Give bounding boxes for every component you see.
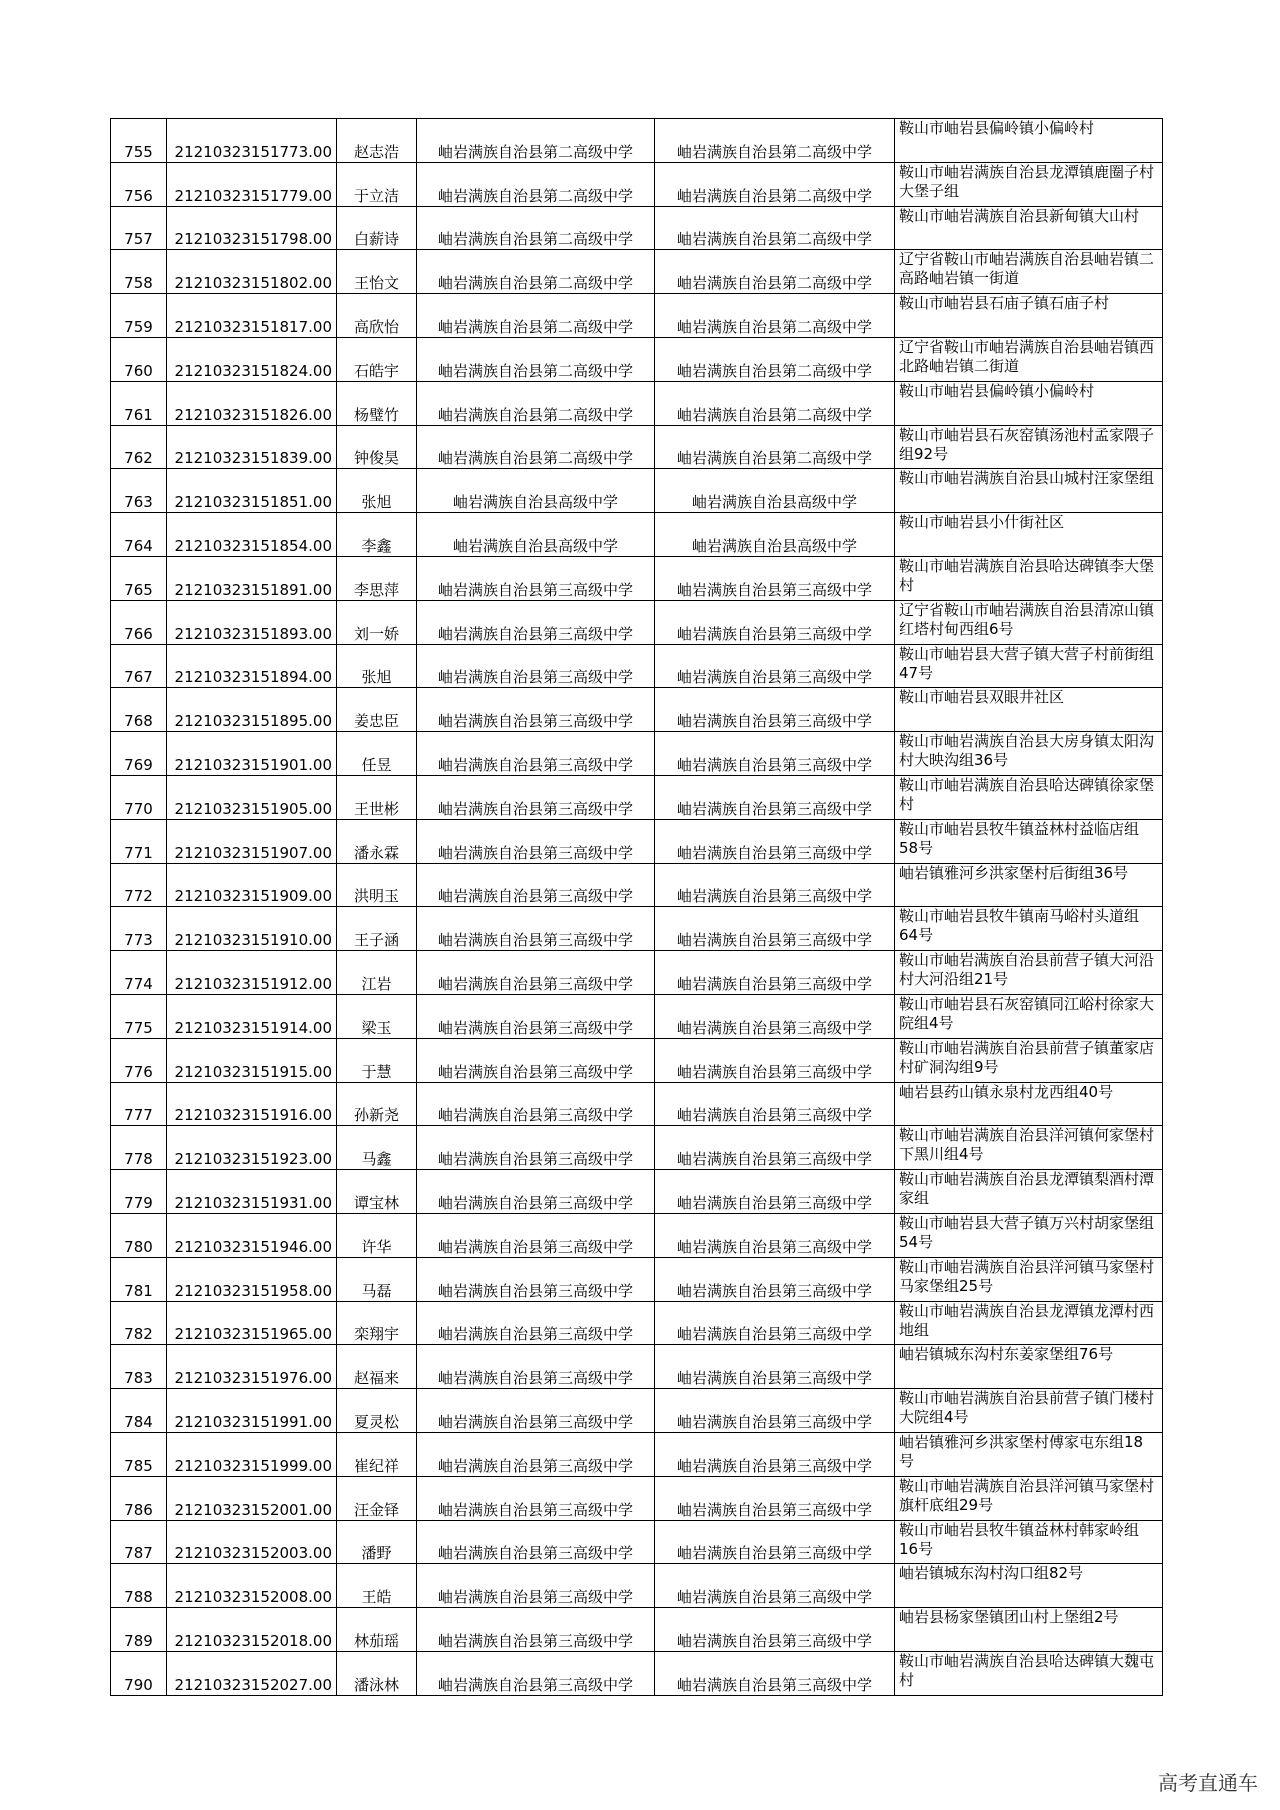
name-cell: 崔纪祥	[337, 1432, 417, 1476]
candidate-id-cell: 21210323151826.00	[167, 381, 337, 425]
school-cell: 岫岩满族自治县高级中学	[417, 513, 655, 557]
table-row	[111, 1432, 1163, 1476]
row-number-cell: 762	[111, 425, 167, 469]
school-cell: 岫岩满族自治县第三高级中学	[417, 1038, 655, 1082]
table-row	[111, 775, 1163, 819]
table-row	[111, 250, 1163, 294]
address-cell: 鞍山市岫岩县偏岭镇小偏岭村	[895, 119, 1163, 163]
address-cell: 辽宁省鞍山市岫岩满族自治县岫岩镇西北路岫岩镇二街道	[895, 337, 1163, 381]
address-cell: 鞍山市岫岩县大营子镇万兴村胡家堡组54号	[895, 1213, 1163, 1257]
address-cell: 鞍山市岫岩满族自治县洋河镇何家堡村下黑川组4号	[895, 1126, 1163, 1170]
admitting-school-cell: 岫岩满族自治县第三高级中学	[655, 1520, 895, 1564]
admitting-school-cell: 岫岩满族自治县第三高级中学	[655, 600, 895, 644]
row-number-cell: 769	[111, 732, 167, 776]
name-cell: 王世彬	[337, 775, 417, 819]
name-cell: 潘永霖	[337, 819, 417, 863]
school-cell: 岫岩满族自治县第三高级中学	[417, 732, 655, 776]
candidate-id-cell: 21210323151910.00	[167, 907, 337, 951]
table-row	[111, 381, 1163, 425]
candidate-id-cell: 21210323151851.00	[167, 469, 337, 513]
address-cell: 岫岩镇城东沟村沟口组82号	[895, 1564, 1163, 1608]
school-cell: 岫岩满族自治县第二高级中学	[417, 381, 655, 425]
candidate-id-cell: 21210323151891.00	[167, 556, 337, 600]
address-cell: 鞍山市岫岩满族自治县山城村汪家堡组	[895, 469, 1163, 513]
address-cell: 辽宁省鞍山市岫岩满族自治县岫岩镇二高路岫岩镇一街道	[895, 250, 1163, 294]
school-cell: 岫岩满族自治县第二高级中学	[417, 250, 655, 294]
school-cell: 岫岩满族自治县第三高级中学	[417, 1257, 655, 1301]
school-cell: 岫岩满族自治县第三高级中学	[417, 1389, 655, 1433]
address-cell: 鞍山市岫岩满族自治县龙潭镇梨酒村潭家组	[895, 1170, 1163, 1214]
admitting-school-cell: 岫岩满族自治县第三高级中学	[655, 1432, 895, 1476]
row-number-cell: 772	[111, 863, 167, 907]
name-cell: 李鑫	[337, 513, 417, 557]
table-row	[111, 1301, 1163, 1345]
candidate-id-cell: 21210323151839.00	[167, 425, 337, 469]
table-row	[111, 162, 1163, 206]
admitting-school-cell: 岫岩满族自治县第三高级中学	[655, 1213, 895, 1257]
table-row	[111, 863, 1163, 907]
address-cell: 辽宁省鞍山市岫岩满族自治县清凉山镇红塔村甸西组6号	[895, 600, 1163, 644]
name-cell: 王皓	[337, 1564, 417, 1608]
table-row	[111, 1126, 1163, 1170]
school-cell: 岫岩满族自治县第三高级中学	[417, 819, 655, 863]
candidate-id-cell: 21210323151893.00	[167, 600, 337, 644]
row-number-cell: 778	[111, 1126, 167, 1170]
school-cell: 岫岩满族自治县第二高级中学	[417, 206, 655, 250]
address-cell: 鞍山市岫岩县小什街社区	[895, 513, 1163, 557]
school-cell: 岫岩满族自治县高级中学	[417, 469, 655, 513]
school-cell: 岫岩满族自治县第二高级中学	[417, 119, 655, 163]
table-row	[111, 425, 1163, 469]
candidate-id-cell: 21210323151909.00	[167, 863, 337, 907]
table-row	[111, 1476, 1163, 1520]
row-number-cell: 774	[111, 951, 167, 995]
row-number-cell: 763	[111, 469, 167, 513]
address-cell: 鞍山市岫岩县牧牛镇益林村益临店组58号	[895, 819, 1163, 863]
school-cell: 岫岩满族自治县第三高级中学	[417, 1301, 655, 1345]
school-cell: 岫岩满族自治县第三高级中学	[417, 1476, 655, 1520]
name-cell: 赵福来	[337, 1345, 417, 1389]
row-number-cell: 773	[111, 907, 167, 951]
admitting-school-cell: 岫岩满族自治县第三高级中学	[655, 1651, 895, 1695]
admitting-school-cell: 岫岩满族自治县第三高级中学	[655, 863, 895, 907]
admitting-school-cell: 岫岩满族自治县第三高级中学	[655, 732, 895, 776]
table-row	[111, 469, 1163, 513]
row-number-cell: 775	[111, 994, 167, 1038]
row-number-cell: 764	[111, 513, 167, 557]
school-cell: 岫岩满族自治县第三高级中学	[417, 1608, 655, 1652]
address-cell: 鞍山市岫岩满族自治县新甸镇大山村	[895, 206, 1163, 250]
table-row	[111, 732, 1163, 776]
row-number-cell: 766	[111, 600, 167, 644]
table-row	[111, 1257, 1163, 1301]
address-cell: 岫岩镇城东沟村东姜家堡组76号	[895, 1345, 1163, 1389]
address-cell: 鞍山市岫岩满族自治县哈达碑镇李大堡村	[895, 556, 1163, 600]
admitting-school-cell: 岫岩满族自治县第二高级中学	[655, 250, 895, 294]
row-number-cell: 759	[111, 294, 167, 338]
address-cell: 岫岩县杨家堡镇团山村上堡组2号	[895, 1608, 1163, 1652]
candidate-id-cell: 21210323151817.00	[167, 294, 337, 338]
school-cell: 岫岩满族自治县第三高级中学	[417, 644, 655, 688]
name-cell: 白薪诗	[337, 206, 417, 250]
row-number-cell: 790	[111, 1651, 167, 1695]
address-cell: 岫岩县药山镇永泉村龙西组40号	[895, 1082, 1163, 1126]
name-cell: 于立洁	[337, 162, 417, 206]
name-cell: 潘野	[337, 1520, 417, 1564]
address-cell: 鞍山市岫岩满族自治县前营子镇董家店村矿洞沟组9号	[895, 1038, 1163, 1082]
row-number-cell: 770	[111, 775, 167, 819]
school-cell: 岫岩满族自治县第三高级中学	[417, 994, 655, 1038]
candidate-id-cell: 21210323151965.00	[167, 1301, 337, 1345]
admitting-school-cell: 岫岩满族自治县第三高级中学	[655, 1389, 895, 1433]
address-cell: 鞍山市岫岩县石庙子镇石庙子村	[895, 294, 1163, 338]
candidate-id-cell: 21210323151907.00	[167, 819, 337, 863]
candidate-id-cell: 21210323151798.00	[167, 206, 337, 250]
admitting-school-cell: 岫岩满族自治县第三高级中学	[655, 1170, 895, 1214]
school-cell: 岫岩满族自治县第三高级中学	[417, 951, 655, 995]
name-cell: 栾翔宇	[337, 1301, 417, 1345]
row-number-cell: 787	[111, 1520, 167, 1564]
table-row	[111, 1389, 1163, 1433]
address-cell: 鞍山市岫岩县牧牛镇益林村韩家岭组16号	[895, 1520, 1163, 1564]
name-cell: 石皓宇	[337, 337, 417, 381]
row-number-cell: 771	[111, 819, 167, 863]
candidate-id-cell: 21210323151824.00	[167, 337, 337, 381]
row-number-cell: 789	[111, 1608, 167, 1652]
school-cell: 岫岩满族自治县第三高级中学	[417, 688, 655, 732]
admission-list-table	[110, 118, 1163, 1696]
admitting-school-cell: 岫岩满族自治县第二高级中学	[655, 119, 895, 163]
school-cell: 岫岩满族自治县第三高级中学	[417, 1432, 655, 1476]
candidate-id-cell: 21210323151773.00	[167, 119, 337, 163]
name-cell: 林茄瑶	[337, 1608, 417, 1652]
watermark: 高考直通车	[1158, 1771, 1258, 1795]
table-row	[111, 206, 1163, 250]
row-number-cell: 781	[111, 1257, 167, 1301]
name-cell: 马磊	[337, 1257, 417, 1301]
school-cell: 岫岩满族自治县第三高级中学	[417, 1082, 655, 1126]
name-cell: 马鑫	[337, 1126, 417, 1170]
row-number-cell: 755	[111, 119, 167, 163]
table-row	[111, 819, 1163, 863]
table-row	[111, 337, 1163, 381]
candidate-id-cell: 21210323151914.00	[167, 994, 337, 1038]
school-cell: 岫岩满族自治县第三高级中学	[417, 907, 655, 951]
name-cell: 赵志浩	[337, 119, 417, 163]
table-row	[111, 1651, 1163, 1695]
candidate-id-cell: 21210323151931.00	[167, 1170, 337, 1214]
row-number-cell: 760	[111, 337, 167, 381]
table-row	[111, 1082, 1163, 1126]
candidate-id-cell: 21210323151905.00	[167, 775, 337, 819]
school-cell: 岫岩满族自治县第二高级中学	[417, 337, 655, 381]
name-cell: 任昱	[337, 732, 417, 776]
address-cell: 鞍山市岫岩县偏岭镇小偏岭村	[895, 381, 1163, 425]
candidate-id-cell: 21210323151999.00	[167, 1432, 337, 1476]
row-number-cell: 783	[111, 1345, 167, 1389]
address-cell: 鞍山市岫岩满族自治县哈达碑镇徐家堡村	[895, 775, 1163, 819]
address-cell: 鞍山市岫岩满族自治县大房身镇太阳沟村大映沟组36号	[895, 732, 1163, 776]
table-row	[111, 1564, 1163, 1608]
admitting-school-cell: 岫岩满族自治县第三高级中学	[655, 994, 895, 1038]
table-row	[111, 1608, 1163, 1652]
candidate-id-cell: 21210323152027.00	[167, 1651, 337, 1695]
row-number-cell: 779	[111, 1170, 167, 1214]
name-cell: 江岩	[337, 951, 417, 995]
candidate-id-cell: 21210323151916.00	[167, 1082, 337, 1126]
candidate-id-cell: 21210323152018.00	[167, 1608, 337, 1652]
candidate-id-cell: 21210323151895.00	[167, 688, 337, 732]
school-cell: 岫岩满族自治县第二高级中学	[417, 425, 655, 469]
table-row	[111, 600, 1163, 644]
candidate-id-cell: 21210323151958.00	[167, 1257, 337, 1301]
table-row	[111, 1213, 1163, 1257]
table-row	[111, 907, 1163, 951]
school-cell: 岫岩满族自治县第三高级中学	[417, 1345, 655, 1389]
table-row	[111, 1520, 1163, 1564]
candidate-id-cell: 21210323151802.00	[167, 250, 337, 294]
row-number-cell: 777	[111, 1082, 167, 1126]
name-cell: 钟俊昊	[337, 425, 417, 469]
table-row	[111, 994, 1163, 1038]
school-cell: 岫岩满族自治县第三高级中学	[417, 1213, 655, 1257]
admitting-school-cell: 岫岩满族自治县第三高级中学	[655, 1082, 895, 1126]
candidate-id-cell: 21210323151991.00	[167, 1389, 337, 1433]
address-cell: 岫岩镇雅河乡洪家堡村后街组36号	[895, 863, 1163, 907]
admitting-school-cell: 岫岩满族自治县第三高级中学	[655, 775, 895, 819]
table-row	[111, 119, 1163, 163]
school-cell: 岫岩满族自治县第三高级中学	[417, 1564, 655, 1608]
name-cell: 刘一娇	[337, 600, 417, 644]
admitting-school-cell: 岫岩满族自治县第三高级中学	[655, 1126, 895, 1170]
candidate-id-cell: 21210323151854.00	[167, 513, 337, 557]
admitting-school-cell: 岫岩满族自治县第三高级中学	[655, 688, 895, 732]
name-cell: 杨璧竹	[337, 381, 417, 425]
school-cell: 岫岩满族自治县第二高级中学	[417, 294, 655, 338]
row-number-cell: 767	[111, 644, 167, 688]
school-cell: 岫岩满族自治县第三高级中学	[417, 863, 655, 907]
row-number-cell: 758	[111, 250, 167, 294]
name-cell: 梁玉	[337, 994, 417, 1038]
name-cell: 张旭	[337, 469, 417, 513]
admitting-school-cell: 岫岩满族自治县第二高级中学	[655, 381, 895, 425]
admitting-school-cell: 岫岩满族自治县第二高级中学	[655, 294, 895, 338]
row-number-cell: 761	[111, 381, 167, 425]
table-row	[111, 513, 1163, 557]
admitting-school-cell: 岫岩满族自治县第三高级中学	[655, 556, 895, 600]
address-cell: 鞍山市岫岩县石灰窑镇汤池村孟家隈子组92号	[895, 425, 1163, 469]
candidate-id-cell: 21210323152008.00	[167, 1564, 337, 1608]
row-number-cell: 756	[111, 162, 167, 206]
admitting-school-cell: 岫岩满族自治县第三高级中学	[655, 1038, 895, 1082]
address-cell: 岫岩镇雅河乡洪家堡村傅家屯东组18号	[895, 1432, 1163, 1476]
address-cell: 鞍山市岫岩满族自治县龙潭镇鹿圈子村大堡子组	[895, 162, 1163, 206]
name-cell: 于慧	[337, 1038, 417, 1082]
name-cell: 潘泳林	[337, 1651, 417, 1695]
admitting-school-cell: 岫岩满族自治县第三高级中学	[655, 644, 895, 688]
table-row	[111, 644, 1163, 688]
table-row	[111, 294, 1163, 338]
row-number-cell: 782	[111, 1301, 167, 1345]
table-row	[111, 951, 1163, 995]
name-cell: 高欣怡	[337, 294, 417, 338]
candidate-id-cell: 21210323151923.00	[167, 1126, 337, 1170]
candidate-id-cell: 21210323151912.00	[167, 951, 337, 995]
table-body	[111, 119, 1163, 1696]
admitting-school-cell: 岫岩满族自治县第三高级中学	[655, 907, 895, 951]
row-number-cell: 785	[111, 1432, 167, 1476]
admitting-school-cell: 岫岩满族自治县第三高级中学	[655, 1301, 895, 1345]
school-cell: 岫岩满族自治县第三高级中学	[417, 1126, 655, 1170]
candidate-id-cell: 21210323151901.00	[167, 732, 337, 776]
candidate-id-cell: 21210323151894.00	[167, 644, 337, 688]
school-cell: 岫岩满族自治县第二高级中学	[417, 162, 655, 206]
admitting-school-cell: 岫岩满族自治县第三高级中学	[655, 1345, 895, 1389]
name-cell: 夏灵松	[337, 1389, 417, 1433]
admitting-school-cell: 岫岩满族自治县第三高级中学	[655, 951, 895, 995]
row-number-cell: 788	[111, 1564, 167, 1608]
row-number-cell: 757	[111, 206, 167, 250]
admitting-school-cell: 岫岩满族自治县高级中学	[655, 513, 895, 557]
admitting-school-cell: 岫岩满族自治县第三高级中学	[655, 1564, 895, 1608]
school-cell: 岫岩满族自治县第三高级中学	[417, 1170, 655, 1214]
admitting-school-cell: 岫岩满族自治县第二高级中学	[655, 206, 895, 250]
table-row	[111, 1170, 1163, 1214]
address-cell: 鞍山市岫岩县双眼井社区	[895, 688, 1163, 732]
admitting-school-cell: 岫岩满族自治县第二高级中学	[655, 425, 895, 469]
name-cell: 王怡文	[337, 250, 417, 294]
admitting-school-cell: 岫岩满族自治县第三高级中学	[655, 819, 895, 863]
address-cell: 鞍山市岫岩满族自治县前营子镇门楼村大院组4号	[895, 1389, 1163, 1433]
admitting-school-cell: 岫岩满族自治县高级中学	[655, 469, 895, 513]
row-number-cell: 784	[111, 1389, 167, 1433]
table-row	[111, 556, 1163, 600]
candidate-id-cell: 21210323151946.00	[167, 1213, 337, 1257]
admitting-school-cell: 岫岩满族自治县第三高级中学	[655, 1476, 895, 1520]
school-cell: 岫岩满族自治县第三高级中学	[417, 600, 655, 644]
name-cell: 汪金铎	[337, 1476, 417, 1520]
admitting-school-cell: 岫岩满族自治县第三高级中学	[655, 1257, 895, 1301]
address-cell: 鞍山市岫岩县牧牛镇南马峪村头道组64号	[895, 907, 1163, 951]
row-number-cell: 768	[111, 688, 167, 732]
name-cell: 姜忠臣	[337, 688, 417, 732]
address-cell: 鞍山市岫岩县大营子镇大营子村前街组47号	[895, 644, 1163, 688]
address-cell: 鞍山市岫岩满族自治县洋河镇马家堡村旗杆底组29号	[895, 1476, 1163, 1520]
name-cell: 洪明玉	[337, 863, 417, 907]
row-number-cell: 765	[111, 556, 167, 600]
row-number-cell: 786	[111, 1476, 167, 1520]
name-cell: 张旭	[337, 644, 417, 688]
school-cell: 岫岩满族自治县第三高级中学	[417, 556, 655, 600]
address-cell: 鞍山市岫岩满族自治县洋河镇马家堡村马家堡组25号	[895, 1257, 1163, 1301]
school-cell: 岫岩满族自治县第三高级中学	[417, 1651, 655, 1695]
name-cell: 李思萍	[337, 556, 417, 600]
row-number-cell: 776	[111, 1038, 167, 1082]
row-number-cell: 780	[111, 1213, 167, 1257]
table-row	[111, 688, 1163, 732]
candidate-id-cell: 21210323151976.00	[167, 1345, 337, 1389]
name-cell: 谭宝林	[337, 1170, 417, 1214]
school-cell: 岫岩满族自治县第三高级中学	[417, 1520, 655, 1564]
address-cell: 鞍山市岫岩县石灰窑镇同江峪村徐家大院组4号	[895, 994, 1163, 1038]
table-row	[111, 1345, 1163, 1389]
name-cell: 许华	[337, 1213, 417, 1257]
admitting-school-cell: 岫岩满族自治县第三高级中学	[655, 1608, 895, 1652]
admitting-school-cell: 岫岩满族自治县第二高级中学	[655, 337, 895, 381]
address-cell: 鞍山市岫岩满族自治县前营子镇大河沿村大河沿组21号	[895, 951, 1163, 995]
name-cell: 孙新尧	[337, 1082, 417, 1126]
candidate-id-cell: 21210323152003.00	[167, 1520, 337, 1564]
candidate-id-cell: 21210323151779.00	[167, 162, 337, 206]
address-cell: 鞍山市岫岩满族自治县龙潭镇龙潭村西地组	[895, 1301, 1163, 1345]
admitting-school-cell: 岫岩满族自治县第二高级中学	[655, 162, 895, 206]
candidate-id-cell: 21210323152001.00	[167, 1476, 337, 1520]
school-cell: 岫岩满族自治县第三高级中学	[417, 775, 655, 819]
name-cell: 王子涵	[337, 907, 417, 951]
candidate-id-cell: 21210323151915.00	[167, 1038, 337, 1082]
table-row	[111, 1038, 1163, 1082]
address-cell: 鞍山市岫岩满族自治县哈达碑镇大魏屯村	[895, 1651, 1163, 1695]
